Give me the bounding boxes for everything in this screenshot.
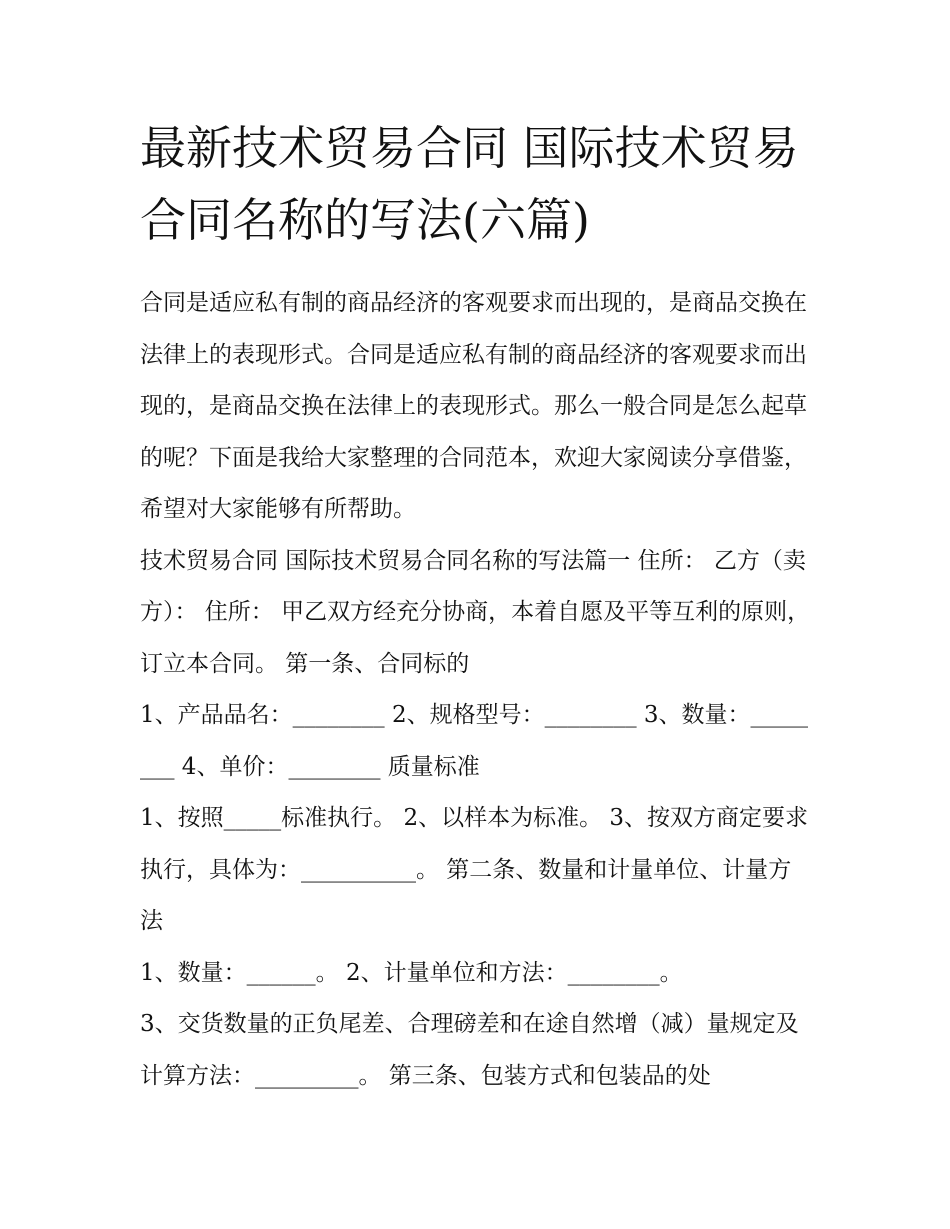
quality-standard-paragraph: 1、按照_____标准执行。 2、以样本为标准。 3、按双方商定要求执行，具体为：__________。 第二条、数量和计量单位、计量方法 xyxy=(140,805,809,934)
intro-paragraph: 合同是适应私有制的商品经济的客观要求而出现的，是商品交换在法律上的表现形式。合同是适应私有制的商品经济的客观要求而出现的，是商品交换在法律上的表现形式。那么一般合同是怎么起草的呢？下面是我给大家整理的合同范本，欢迎大家阅读分享借鉴，希望对大家能够有所帮助。 xyxy=(140,290,807,522)
document-body xyxy=(140,112,812,1102)
product-details-paragraph: 1、产品品名：________ 2、规格型号：________ 3、数量：________ 4、单价：________ 质量标准 xyxy=(140,702,809,780)
delivery-tolerance-paragraph: 3、交货数量的正负尾差、合理磅差和在途自然增（减）量规定及计算方法：_________。 第三条、包装方式和包装品的处 xyxy=(140,1011,799,1089)
contract-header-paragraph: 技术贸易合同 国际技术贸易合同名称的写法篇一 住所： 乙方（卖方）： 住所： 甲乙双方经充分协商，本着自愿及平等互利的原则，订立本合同。 第一条、合同标的 xyxy=(140,547,811,677)
document-title: 最新技术贸易合同 国际技术贸易合同名称的写法(六篇) xyxy=(140,121,799,247)
quantity-paragraph: 1、数量：______。 2、计量单位和方法：________。 xyxy=(140,959,683,986)
